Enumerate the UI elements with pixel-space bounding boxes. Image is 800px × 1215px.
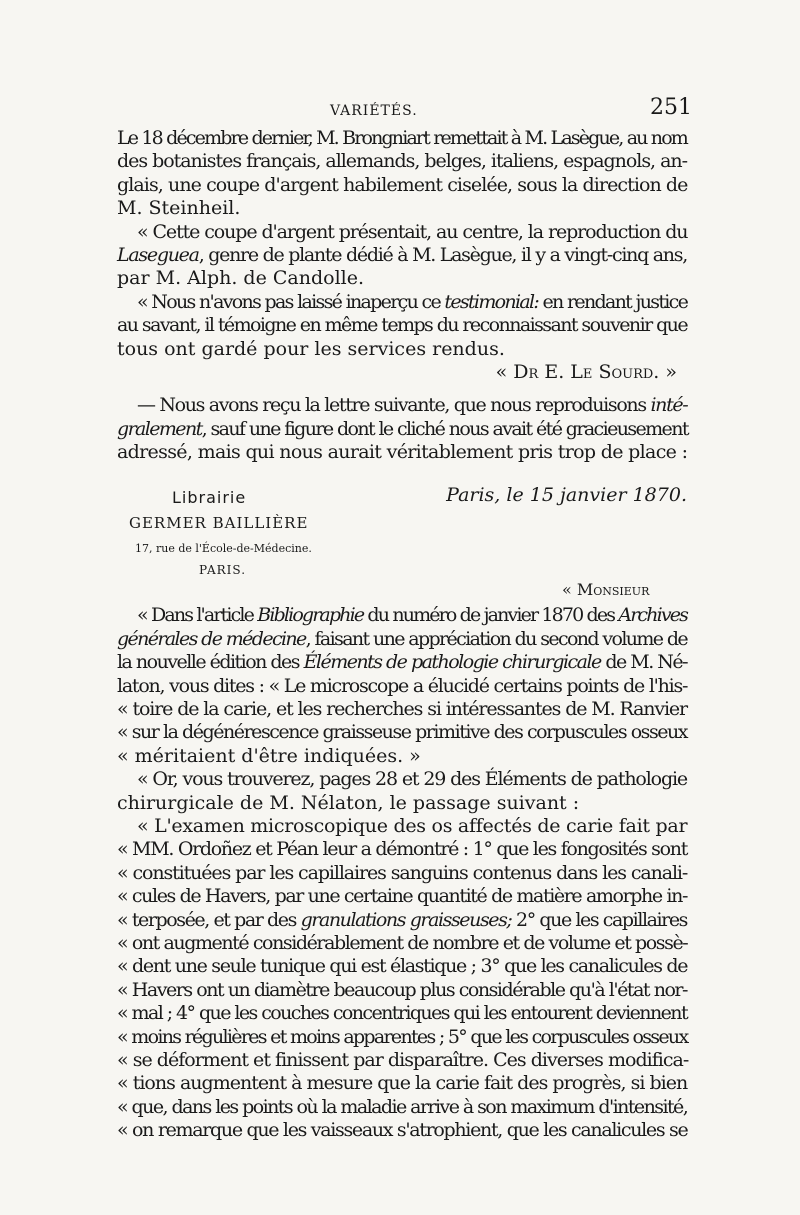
italic-text: générales de médecine xyxy=(117,627,306,650)
text-line: M. Steinheil. xyxy=(117,197,241,220)
text-line: adressé, mais qui nous aurait véritablement pris trop de place : xyxy=(117,441,688,464)
text-line xyxy=(117,291,687,314)
text-line: « sur la dégénérescence graisseuse primitive des corpuscules osseux xyxy=(117,721,688,744)
letter-salutation: « Monsieur xyxy=(562,580,650,600)
spacer xyxy=(117,384,687,394)
text-line: « on remarque que les vaisseaux s'atrophient, que les canalicules se xyxy=(117,1119,688,1142)
page-header xyxy=(0,95,800,125)
text-line xyxy=(117,394,687,417)
text-line: par M. Alph. de Candolle. xyxy=(117,267,365,290)
text-line xyxy=(117,651,687,674)
text-line: glais, une coupe d'argent habilement ciselée, sous la direction de xyxy=(117,173,688,196)
text-line: Le 18 décembre dernier, M. Brongniart remettait à M. Lasègue, au nom xyxy=(117,127,687,149)
letterhead-publisher: GERMER BAILLIÈRE xyxy=(129,514,309,533)
text-line: chirurgicale de M. Nélaton, le passage suivant : xyxy=(117,791,580,814)
text-line: « constituées par les capillaires sanguins contenus dans les canali- xyxy=(117,861,688,884)
text-line: « dent une seule tunique qui est élastique ; 3° que les canalicules de xyxy=(117,955,688,978)
text-run: 2° que les capillaires xyxy=(511,908,687,931)
signature: « Dr E. Le Sourd. » xyxy=(495,360,677,383)
paragraph-laseguea xyxy=(117,221,687,291)
text-line: « toire de la carie, et les recherches si intéressantes de M. Ranvier xyxy=(117,698,687,721)
text-line: « Havers ont un diamètre beaucoup plus considérable qu'à l'état nor- xyxy=(117,978,687,1001)
text-line: « mal ; 4° que les couches concentriques qui les entourent deviennent xyxy=(117,1002,687,1025)
spacer xyxy=(117,464,687,482)
text-line: « Or, vous trouverez, pages 28 et 29 des Éléments de pathologie xyxy=(137,768,687,791)
text-line: « Cette coupe d'argent présentait, au centre, la reproduction du xyxy=(137,220,688,243)
italic-text: Archives xyxy=(618,604,687,627)
text-run: du numéro de janvier 1870 des xyxy=(363,604,619,627)
text-line: « tions augmentent à mesure que la carie fait des progrès, si bien xyxy=(117,1072,688,1095)
text-line: tous ont gardé pour les services rendus. xyxy=(117,337,505,360)
italic-text: Éléments de pathologie chirurgicale xyxy=(303,651,601,674)
text-run: de M. Né- xyxy=(600,651,688,674)
text-line xyxy=(117,604,687,627)
paragraph-lettre xyxy=(117,394,687,464)
text-line: des botanistes français, allemands, belges, italiens, espagnols, an- xyxy=(117,150,687,173)
italic-text: granulations graisseuses; xyxy=(300,908,512,931)
text-line: « cules de Havers, par une certaine quantité de matière amorphe in- xyxy=(117,885,687,908)
text-run: « Dans l'article xyxy=(137,604,258,627)
text-run: , sauf une figure dont le cliché nous avait été gracieusement xyxy=(201,417,688,440)
text-line: « MM. Ordoñez et Péan leur a démontré : 1° que les fongosités sont xyxy=(117,838,688,861)
text-line: « se déforment et finissent par disparaître. Ces diverses modifica- xyxy=(117,1048,689,1071)
text-line xyxy=(117,628,687,651)
text-run: , genre de plante dédié à M. Lasègue, il y a vingt-cinq ans, xyxy=(198,243,687,266)
text-run: , faisant une appréciation du second volume de xyxy=(305,627,687,650)
text-run: « terposée, et par des xyxy=(117,908,301,931)
italic-text: Laseguea xyxy=(117,243,199,266)
text-line: « ont augmenté considérablement de nombre et de volume et possè- xyxy=(117,931,688,954)
italic-text: inté- xyxy=(650,394,688,417)
text-run: « Nous n'avons pas laissé inaperçu ce xyxy=(137,290,445,313)
paragraph-coupe xyxy=(117,127,687,221)
text-line: « moins régulières et moins apparentes ; 5° que les corpuscules osseux xyxy=(117,1025,688,1048)
italic-text: gralement xyxy=(117,417,202,440)
text-line: « L'examen microscopique des os affectés de carie fait par xyxy=(137,814,688,837)
text-line: « méritaient d'être indiquées. » xyxy=(117,744,421,767)
letter-date: Paris, le 15 janvier 1870. xyxy=(446,484,687,507)
letter-body xyxy=(117,604,687,1142)
letterhead-city: PARIS. xyxy=(199,563,247,578)
text-line xyxy=(117,418,687,441)
paragraph-testimonial xyxy=(117,291,687,361)
body-text xyxy=(117,127,687,1142)
text-line xyxy=(117,909,687,932)
text-run: en rendant justice xyxy=(538,290,688,313)
page-number: 251 xyxy=(650,95,692,120)
text-line xyxy=(117,244,687,267)
text-line: laton, vous dites : « Le microscope a élucidé certains points de l'his- xyxy=(117,674,688,697)
text-run: — Nous avons reçu la lettre suivante, que nous reproduisons xyxy=(137,394,651,417)
letterhead xyxy=(117,482,687,604)
running-head: VARIÉTÉS. xyxy=(330,103,418,119)
letterhead-address: 17, rue de l'École-de-Médecine. xyxy=(135,542,312,556)
italic-text: Bibliographie xyxy=(257,604,364,627)
letterhead-name: Librairie xyxy=(172,488,247,508)
italic-text: testimonial: xyxy=(444,290,539,313)
text-line: « que, dans les points où la maladie arrive à son maximum d'intensité, xyxy=(117,1095,688,1118)
text-line: au savant, il témoigne en même temps du reconnaissant souvenir que xyxy=(117,314,687,337)
text-run: la nouvelle édition des xyxy=(117,651,304,674)
